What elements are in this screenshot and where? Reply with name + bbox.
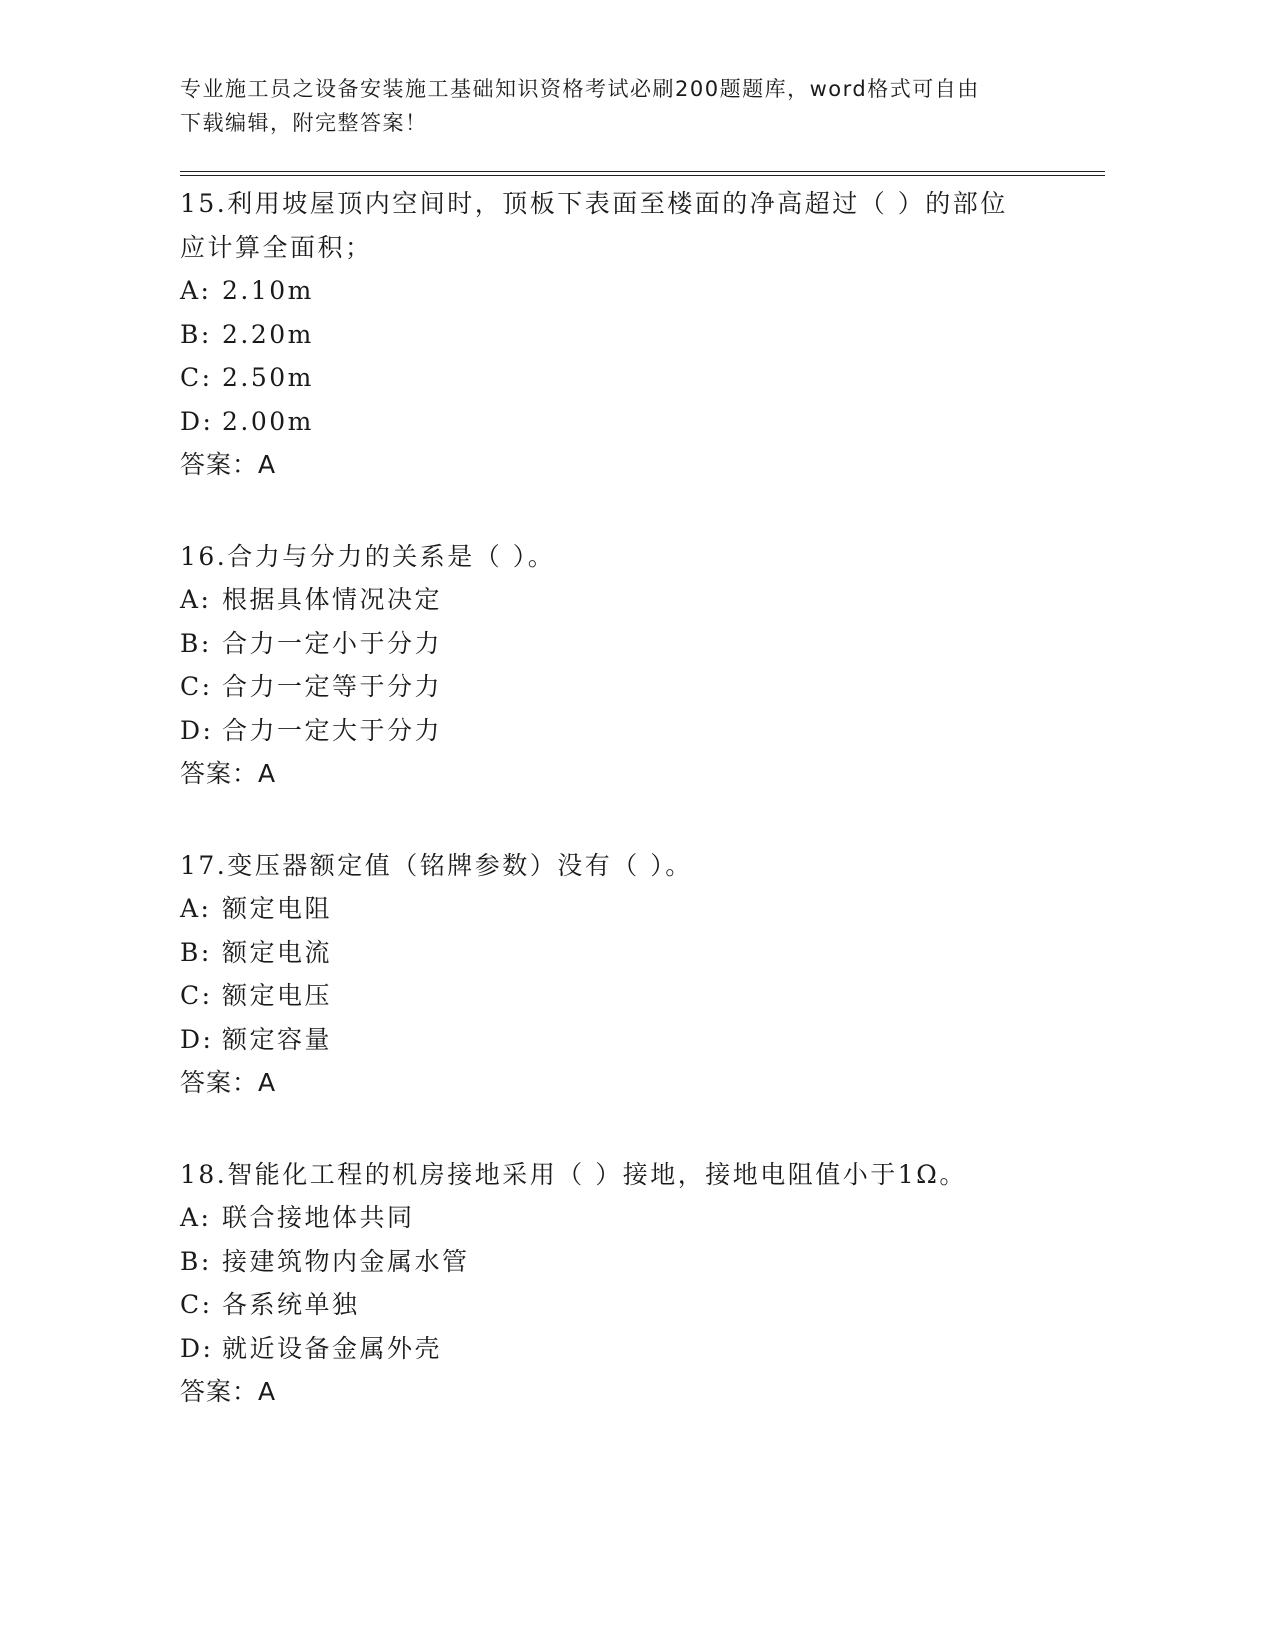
question-stem: 17.变压器额定值（铭牌参数）没有（ ）。 [180, 850, 693, 880]
option-key: D: [180, 1333, 214, 1363]
answer: 答案：A [180, 759, 277, 788]
option-text: 联合接地体共同 [222, 1203, 415, 1232]
option-key: A: [180, 894, 212, 923]
option-text: 根据具体情况决定 [222, 585, 443, 614]
option-key: D: [180, 715, 214, 745]
document-header [180, 72, 1080, 140]
option-key: A: [180, 585, 212, 614]
option-text: 额定容量 [222, 1024, 333, 1054]
option-c [180, 974, 1080, 1018]
option-c [180, 665, 1080, 709]
option-text: 合力一定大于分力 [222, 715, 443, 745]
option-d [180, 709, 1080, 753]
option-b [180, 1240, 1080, 1284]
option-a [180, 887, 1080, 931]
question-15 [180, 182, 1080, 487]
option-text: 额定电压 [222, 981, 333, 1010]
option-key: D: [180, 406, 214, 436]
option-text: 额定电阻 [222, 894, 333, 923]
option-c [180, 356, 1080, 400]
option-key: B: [180, 1246, 212, 1276]
option-key: B: [180, 319, 212, 349]
option-d [180, 1327, 1080, 1371]
option-key: C: [180, 1290, 213, 1319]
option-text: 合力一定等于分力 [222, 672, 443, 701]
question-stem: 16.合力与分力的关系是（ ）。 [180, 541, 556, 571]
option-a [180, 578, 1080, 622]
answer: 答案：A [180, 1377, 277, 1406]
option-text: 就近设备金属外壳 [222, 1333, 443, 1363]
option-text: 接建筑物内金属水管 [222, 1246, 470, 1276]
option-d [180, 1018, 1080, 1062]
question-17 [180, 844, 1080, 1105]
header-line-2: 下载编辑，附完整答案！ [180, 111, 428, 135]
option-key: C: [180, 981, 213, 1010]
answer: 答案：A [180, 450, 277, 479]
option-text: 各系统单独 [222, 1290, 360, 1319]
option-text: 合力一定小于分力 [222, 628, 443, 658]
option-key: D: [180, 1024, 214, 1054]
question-stem-continued: 应计算全面积； [180, 232, 373, 262]
option-c [180, 1283, 1080, 1327]
option-b [180, 622, 1080, 666]
option-d [180, 400, 1080, 444]
option-key: A: [180, 1203, 212, 1232]
option-text: 2.10m [222, 276, 314, 305]
option-key: B: [180, 937, 212, 967]
question-list [180, 182, 1080, 1462]
option-a [180, 1196, 1080, 1240]
answer: 答案：A [180, 1068, 277, 1097]
header-divider-top [180, 171, 1105, 172]
option-key: A: [180, 276, 212, 305]
option-key: C: [180, 363, 213, 392]
question-stem: 18.智能化工程的机房接地采用（ ）接地，接地电阻值小于1Ω。 [180, 1159, 967, 1189]
option-text: 额定电流 [222, 937, 333, 967]
question-16 [180, 535, 1080, 796]
question-stem: 15.利用坡屋顶内空间时，顶板下表面至楼面的净高超过（ ）的部位 [180, 189, 1008, 218]
option-text: 2.00m [222, 406, 314, 436]
option-a [180, 269, 1080, 313]
question-18 [180, 1153, 1080, 1414]
option-key: B: [180, 628, 212, 658]
header-line-1: 专业施工员之设备安装施工基础知识资格考试必刷200题题库，word格式可自由 [180, 77, 980, 101]
option-text: 2.50m [222, 363, 314, 392]
option-b [180, 313, 1080, 357]
option-key: C: [180, 672, 213, 701]
option-b [180, 931, 1080, 975]
header-divider-bottom [180, 175, 1105, 176]
option-text: 2.20m [222, 319, 314, 349]
